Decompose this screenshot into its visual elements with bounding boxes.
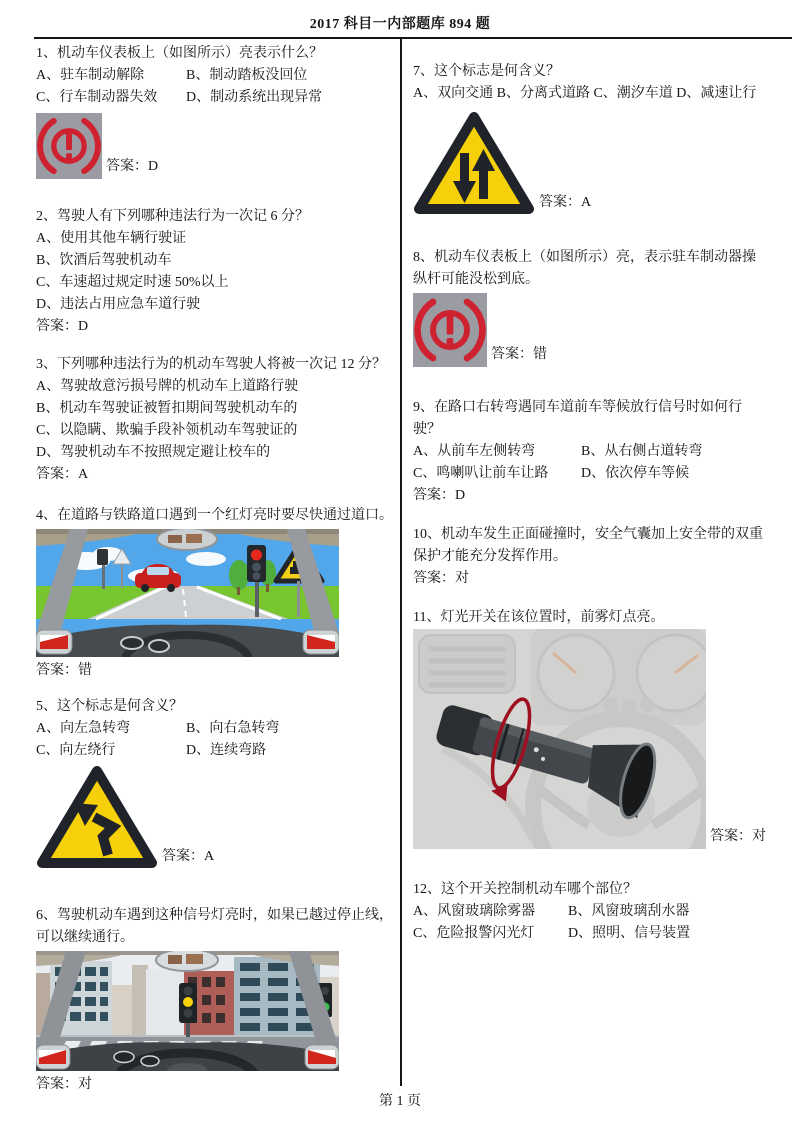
answer-5: 答案：A [162, 849, 215, 864]
document-title: 2017 科目一内部题库 894 题 [309, 17, 491, 32]
question-5-text: 5、这个标志是何含义？ [36, 699, 183, 714]
option-a: A、从前车左侧转弯 [413, 444, 536, 459]
question-12-text: 12、这个开关控制机动车哪个部位？ [413, 882, 637, 897]
question-10 [413, 524, 790, 590]
option-a: A、风窗玻璃除雾器 [413, 904, 536, 919]
question-8-text-line1: 8、机动车仪表板上（如图所示）亮，表示驻车制动器操 [413, 250, 756, 265]
driving-scene-railway-crossing-image [36, 529, 339, 657]
city-intersection-yellow-light-image [36, 951, 339, 1071]
left-side-mirror [36, 630, 72, 654]
option-c: C、行车制动器失效 [36, 90, 158, 105]
option-c: C、鸣喇叭让前车让路 [413, 466, 549, 481]
option-a: A、向左急转弯 [36, 721, 131, 736]
question-12 [413, 879, 790, 945]
headlight-switch-stalk-image [413, 629, 706, 849]
page-number: 第 1 页 [379, 1094, 421, 1109]
question-1-options [36, 65, 396, 109]
option-a: A、驻车制动解除 [36, 68, 145, 83]
answer-10: 答案：对 [413, 571, 469, 586]
right-side-mirror [305, 1045, 339, 1069]
answer-9: 答案：D [413, 488, 466, 503]
question-2 [36, 206, 396, 338]
question-6-text-line2: 可以继续通行。 [36, 930, 134, 945]
option-b: B、机动车驾驶证被暂扣期间驾驶机动车的 [36, 401, 298, 416]
answer-3: 答案：A [36, 467, 89, 482]
question-7-options: A、双向交通 B、分离式道路 C、潮汐车道 D、减速让行 [413, 86, 757, 101]
question-3-text: 3、下列哪种违法行为的机动车驾驶人将被一次记 12 分？ [36, 357, 386, 372]
question-7 [413, 61, 790, 215]
question-5 [36, 696, 396, 869]
question-9 [413, 397, 790, 507]
question-6 [36, 905, 396, 1096]
answer-11: 答案：对 [710, 829, 766, 844]
question-9-options [413, 441, 790, 485]
question-4-text: 4、在道路与铁路道口遇到一个红灯亮时要尽快通过道口。 [36, 508, 393, 523]
question-3-options [36, 376, 396, 464]
option-b: B、向右急转弯 [186, 721, 280, 736]
two-way-traffic-sign-icon [413, 111, 535, 215]
question-8 [413, 247, 790, 367]
option-c: C、向左绕行 [36, 743, 116, 758]
question-9-text-line1: 9、在路口右转弯遇同车道前车等候放行信号时如何行 [413, 400, 742, 415]
option-d: D、违法占用应急车道行驶 [36, 297, 201, 312]
left-side-mirror [36, 1045, 70, 1069]
option-a: A、驾驶故意污损号牌的机动车上道路行驶 [36, 379, 299, 394]
option-b: B、饮酒后驾驶机动车 [36, 253, 172, 268]
answer-4: 答案：错 [36, 663, 92, 678]
question-9-text-line2: 驶？ [413, 422, 441, 437]
answer-8: 答案：错 [491, 347, 547, 362]
left-column [36, 39, 396, 1096]
question-2-text: 2、驾驶人有下列哪种违法行为一次记 6 分？ [36, 209, 309, 224]
answer-2: 答案：D [36, 319, 89, 334]
option-d: D、连续弯路 [186, 743, 267, 758]
option-b: B、制动踏板没回位 [186, 68, 308, 83]
right-column [413, 39, 790, 945]
option-d: D、制动系统出现异常 [186, 90, 323, 105]
option-d: D、驾驶机动车不按照规定避让校车的 [36, 445, 271, 460]
question-4 [36, 505, 396, 682]
option-d: D、依次停车等候 [581, 466, 690, 481]
sharp-left-turn-sign-icon [36, 765, 158, 869]
question-12-options [413, 901, 790, 945]
option-c: C、危险报警闪光灯 [413, 926, 535, 941]
option-d: D、照明、信号装置 [568, 926, 691, 941]
question-2-options [36, 228, 396, 316]
right-side-mirror [303, 630, 339, 654]
question-8-text-line2: 纵杆可能没松到底。 [413, 272, 539, 287]
option-b: B、从右侧占道转弯 [581, 444, 703, 459]
question-6-text-line1: 6、驾驶机动车遇到这种信号灯亮时，如果已越过停止线， [36, 908, 393, 923]
option-b: B、风窗玻璃刮水器 [568, 904, 690, 919]
column-divider [400, 39, 402, 1086]
answer-7: 答案：A [539, 195, 592, 210]
option-c: C、以隐瞒、欺骗手段补领机动车驾驶证的 [36, 423, 298, 438]
brake-warning-indicator-icon [36, 113, 102, 179]
question-10-text-line1: 10、机动车发生正面碰撞时，安全气囊加上安全带的双重 [413, 527, 763, 542]
question-3 [36, 354, 396, 486]
option-a: A、使用其他车辆行驶证 [36, 231, 187, 246]
answer-6: 答案：对 [36, 1077, 92, 1092]
question-5-options [36, 718, 396, 762]
question-10-text-line2: 保护才能充分发挥作用。 [413, 549, 567, 564]
question-1-text: 1、机动车仪表板上（如图所示）亮表示什么？ [36, 46, 323, 61]
option-c: C、车速超过规定时速 50%以上 [36, 275, 229, 290]
answer-1: 答案：D [106, 159, 159, 174]
question-11-text: 11、灯光开关在该位置时，前雾灯点亮。 [413, 610, 665, 625]
brake-warning-indicator-icon [413, 293, 487, 367]
question-7-text: 7、这个标志是何含义？ [413, 64, 560, 79]
question-1 [36, 43, 396, 179]
question-11 [413, 607, 790, 849]
